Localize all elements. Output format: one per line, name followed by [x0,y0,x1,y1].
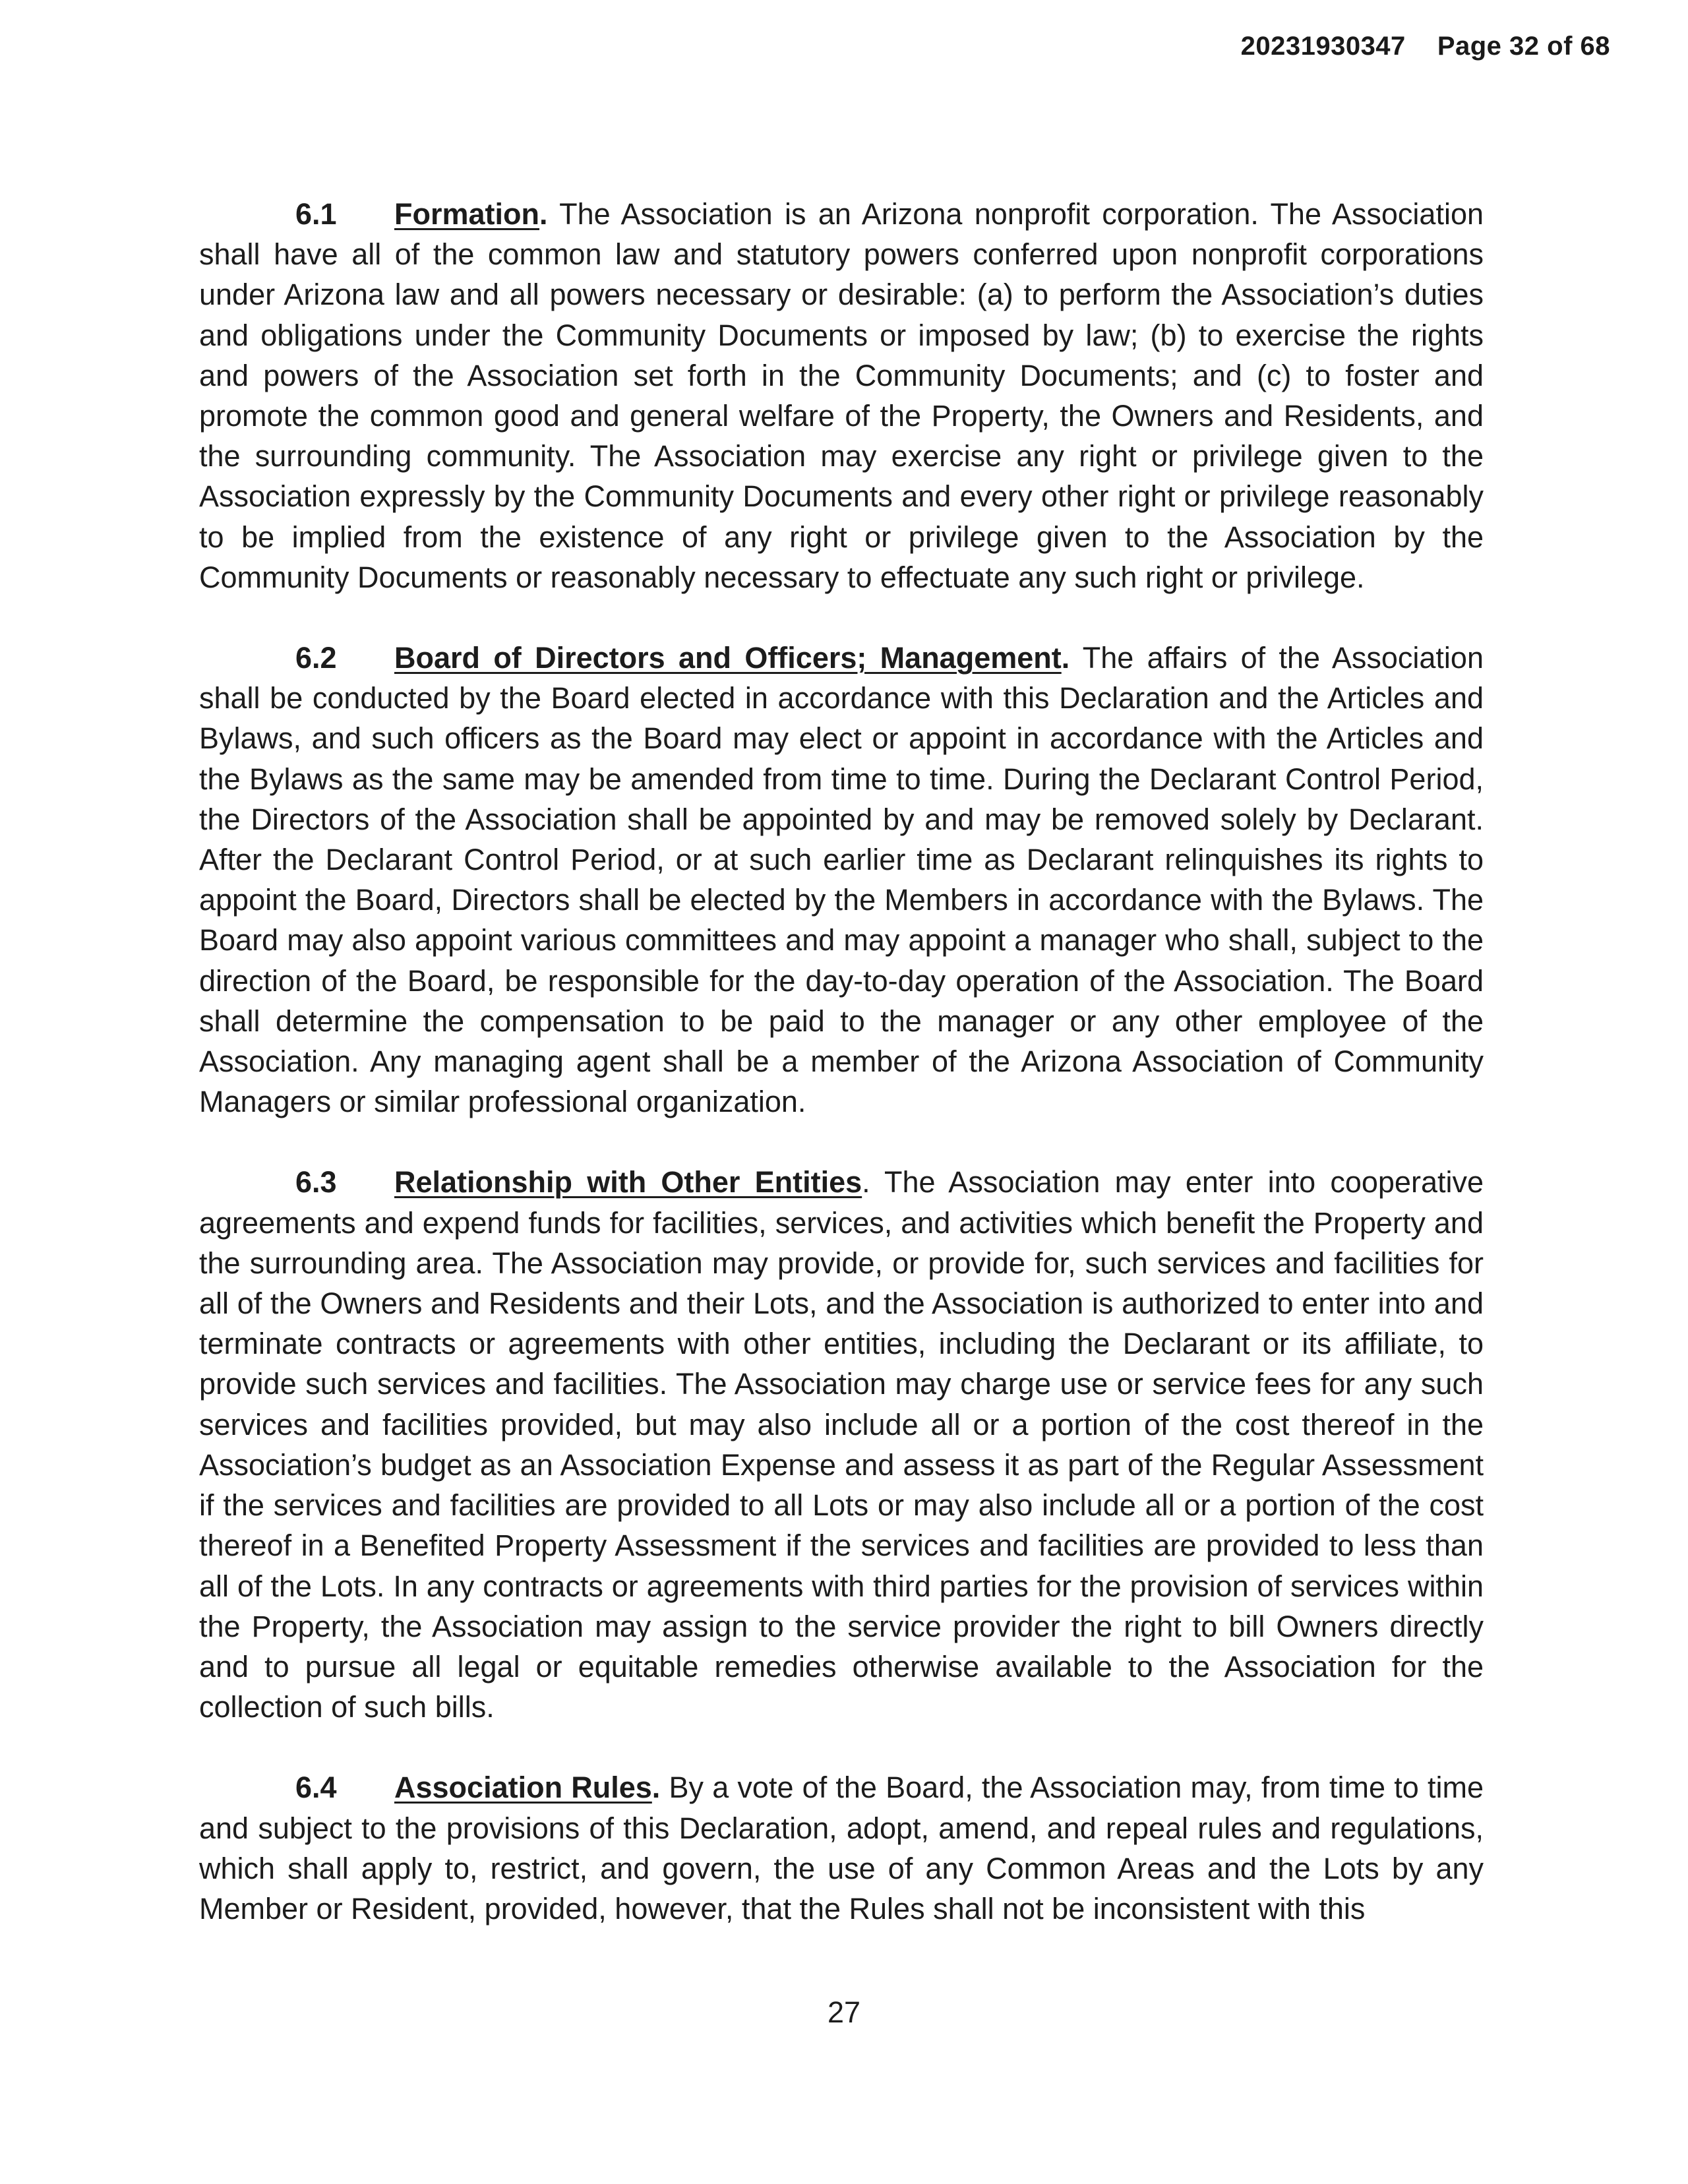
section-6-4 [199,1767,1484,1929]
section-number: 6.4 [295,1771,337,1805]
document-number: 20231930347 [1240,32,1406,61]
section-number: 6.1 [295,197,337,231]
section-body-text: The affairs of the Association shall be conducted by the Board elected in accordance with this Declaration and the Articles and Bylaws, and such officers as the Board may elect or appoint in accordance with the Articles and the Bylaws as the same may be amended from time to time. During the Declarant Control Period, the Directors of the Association shall be appointed by and may be removed solely by Declarant. After the Declarant Control Period, or at such earlier time as Declarant relinquishes its rights to appoint the Board, Directors shall be elected by the Members in accordance with the Bylaws. The Board may also appoint various committees and may appoint a manager who shall, subject to the direction of the Board, be responsible for the day-to-day operation of the Association. The Board shall determine the compensation to be paid to the manager or any other employee of the Association. Any managing agent shall be a member of the Arizona Association of Community Managers or similar professional organization. [199,641,1484,1119]
section-body-text: . The Association may enter into cooperative agreements and expend funds for facilities, services, and activities which benefit the Property and the surrounding area. The Association may provide, or provide for, such services and facilities for all of the Owners and Residents and their Lots, and the Association is authorized to enter into and terminate contracts or agreements with other entities, including the Declarant or its affiliate, to provide such services and facilities. The Association may charge use or service fees for any such services and facilities provided, but may also include all or a portion of the cost thereof in the Association’s budget as an Association Expense and assess it as part of the Regular Assessment if the services and facilities are provided to all Lots or may also include all or a portion of the cost thereof in a Benefited Property Assessment if the services and facilities are provided to less than all of the Lots. In any contracts or agreements with third parties for the provision of services within the Property, the Association may assign to the service provider the right to bill Owners directly and to pursue all legal or equitable remedies otherwise available to the Association for the collection of such bills. [199,1165,1484,1724]
section-number: 6.2 [295,641,337,675]
section-body-text: By a vote of the Board, the Association may, from time to time and subject to the provisions of this Declaration, adopt, amend, and repeal rules and regulations, which shall apply to, restrict, and govern, the use of any Common Areas and the Lots by any Member or Resident, provided, however, that the Rules shall not be inconsistent with this [199,1771,1484,1926]
section-heading-punctuation: . [539,197,548,231]
section-6-3 [199,1162,1484,1727]
section-heading-punctuation: . [651,1771,661,1805]
section-heading: Association Rules [394,1771,652,1805]
page-count-label: Page 32 of 68 [1437,32,1610,61]
section-heading: Formation [394,197,539,231]
section-heading: Board of Directors and Officers; Management [394,641,1062,675]
section-heading: Relationship with Other Entities [394,1165,862,1199]
section-number: 6.3 [295,1165,337,1199]
recording-header [1241,32,1610,61]
page-number: 27 [827,1995,861,2029]
section-6-2 [199,638,1484,1122]
section-heading-punctuation: . [1061,641,1070,675]
document-body [199,194,1484,1969]
section-body-text: The Association is an Arizona nonprofit corporation. The Association shall have all of the common law and statutory powers conferred upon nonprofit corporations under Arizona law and all powers necessary or desirable: (a) to perform the Association’s duties and obligations under the Community Documents or imposed by law; (b) to exercise the rights and powers of the Association set forth in the Community Documents; and (c) to foster and promote the common good and general welfare of the Property, the Owners and Residents, and the surrounding community. The Association may exercise any right or privilege given to the Association expressly by the Community Documents and every other right or privilege reasonably to be implied from the existence of any right or privilege given to the Association by the Community Documents or reasonably necessary to effectuate any such right or privilege. [199,197,1484,594]
section-6-1 [199,194,1484,597]
